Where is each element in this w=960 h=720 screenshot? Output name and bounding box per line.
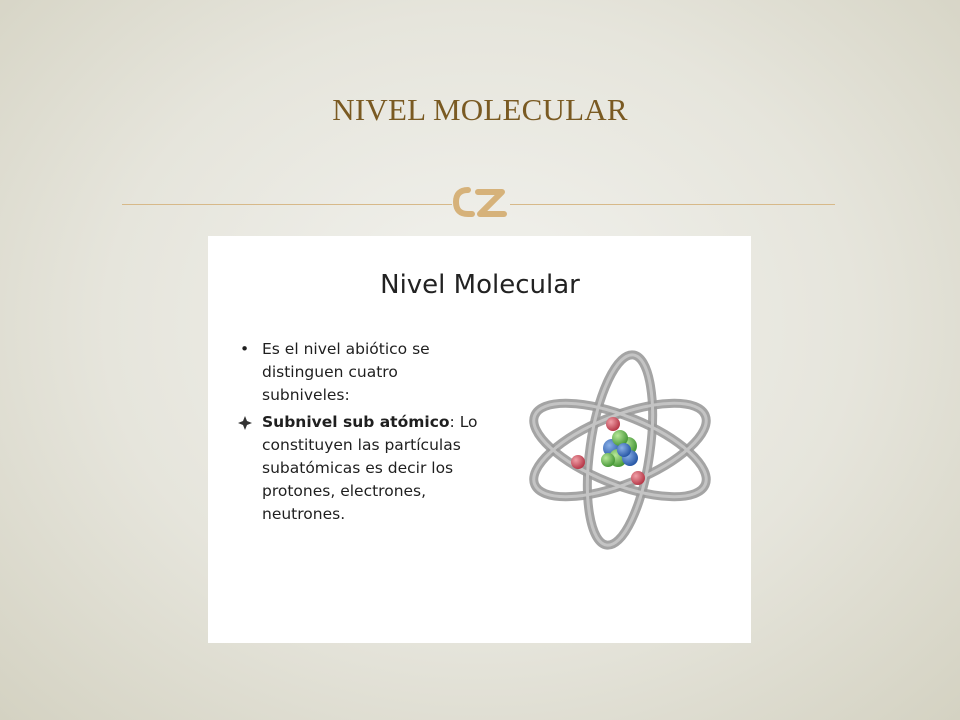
divider-right bbox=[510, 204, 835, 205]
bullet-bold-text: Subnivel sub atómico bbox=[262, 413, 450, 431]
bullet-text: Es el nivel abiótico se distinguen cuatro subniveles: bbox=[262, 340, 430, 404]
slide-title: NIVEL MOLECULAR bbox=[332, 92, 628, 127]
diamond-bullet-icon bbox=[238, 416, 252, 430]
ornament-icon bbox=[448, 180, 514, 226]
bullet-item-2 bbox=[238, 411, 488, 526]
bullet-text: : Lo constituyen las partículas subatómicas es decir los protones, electrones, neutrones. bbox=[262, 413, 478, 523]
bullet-item-1 bbox=[238, 338, 488, 407]
bullet-dot: • bbox=[240, 340, 250, 358]
panel-title: Nivel Molecular bbox=[380, 270, 580, 300]
divider-left bbox=[122, 204, 452, 205]
atom-icon bbox=[520, 350, 720, 550]
bullet-list bbox=[238, 338, 488, 530]
